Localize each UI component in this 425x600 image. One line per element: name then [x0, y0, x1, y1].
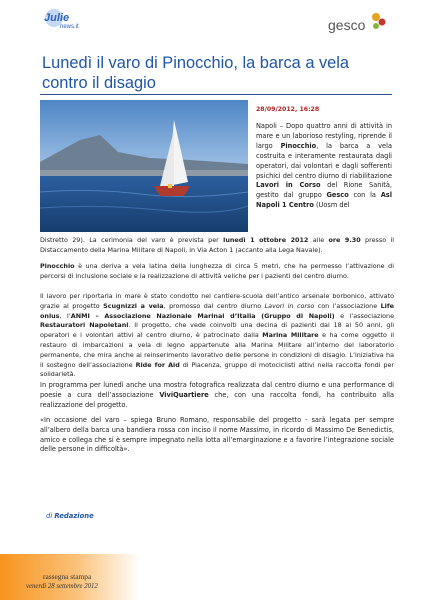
title-divider — [40, 94, 392, 95]
text-run: e l’associazione — [334, 311, 395, 320]
emphasis-lavori-in-corso: Lavori in corso — [264, 301, 315, 310]
text-run: Distretto 29). La cerimonia del varo è prevista per — [40, 236, 224, 244]
text-run: , l’ — [59, 311, 71, 320]
emphasis-ride-for-aid: Ride for Aid — [135, 360, 180, 369]
text-run: è una deriva a vela latina della lunghezza di circa 5 metri, che ha permesso l’attivazione di percorsi di inclusione sociale e la realizzazione di attività veliche per i pazienti del centro diurno. — [40, 262, 394, 280]
article-dateline: 28/09/2012, 16:28 — [256, 106, 320, 113]
emphasis-marina-militare: Marina Militare — [262, 331, 319, 340]
text-run: del Rione Sanità, gestito dal gruppo — [256, 181, 392, 200]
article-author — [46, 512, 94, 520]
emphasis-scugnizzi: Scugnizzi a vela — [103, 301, 164, 310]
text-run: e ha come oggetto il restauro di imbarcazioni a vela di legno appartenute alla Marina Militare all’interno del laboratorio permanente, che mira anche al reinserimento lavorativo delle persone in condizioni di disagio. L’iniziativa ha il sostegno dell’associazione — [40, 331, 394, 369]
paragraph-description — [40, 262, 394, 282]
text-run: «In occasione del varo – spiega Bruno Romano, responsabile del progetto - sarà legata per sempre all’albero della barca una bandiera rossa con inciso il nome — [40, 416, 394, 434]
text-run: In programma per lunedì anche una mostra fotografica realizzata dal centro diurno e una performance di poesie a cura dell’associazione — [40, 381, 394, 399]
text-run: . Il progetto, che vede coinvolti una decina di pazienti dai 18 ai 50 anni, gli operatori e i volontari attivi al centro diurno, è patrocinato dalla — [40, 321, 394, 340]
text-run: , la barca a vela costruita e interamente restaurata dagli operatori, dai volontari e dagli sofferenti psichici del centro diurno di riabilitazione — [256, 141, 392, 180]
emphasis-pinocchio: Pinocchio — [280, 141, 317, 150]
article-title: Lunedì il varo di Pinocchio, la barca a vela contro il disagio — [42, 54, 350, 92]
text-run: Il lavoro per riportarla in mare è stato condotto nel cantiere-scuola dell’antico arsenale borbonico, attivato grazie al progetto — [40, 292, 394, 310]
header — [0, 0, 425, 40]
text-run: Napoli – Dopo quattro anni di attività in mare e un laborioso restyling, riprende il largo — [256, 122, 392, 150]
text-run: alle — [308, 236, 329, 244]
svg-text:Julie: Julie — [44, 12, 70, 24]
text-run: con l’associazione — [314, 301, 381, 310]
paragraph-intro — [256, 122, 392, 211]
emphasis-life-onlus: Life onlus — [40, 301, 394, 320]
text-run: , in ricordo di Massimo De Benedictis, amico e collega che si è sempre impegnato nella lotta all’emarginazione e a favorire l’integrazione sociale delle persone in difficoltà». — [40, 425, 394, 454]
author-prefix: di — [46, 512, 55, 520]
text-run: che, con una raccolta fondi, ha contribuito alla realizzazione del progetto. — [40, 390, 395, 409]
emphasis-anmi: ANMI – Associazione Nazionale Marinai d’Italia (Gruppo di Napoli) — [70, 311, 335, 320]
julie-news-logo — [40, 8, 108, 30]
stamp-date: venerdì 28 settembre 2012 — [26, 583, 98, 590]
paragraph-exhibition — [40, 381, 394, 410]
text-run: presso il Distaccamento della Marina Militare di Napoli, in Via Acton 1 (accanto alla Lega Navale). — [40, 236, 395, 254]
emphasis-viviquartiere: ViviQuartiere — [159, 390, 209, 399]
emphasis-massimo: Massimo — [239, 425, 269, 434]
emphasis-lavori-in-corso: Lavori in Corso — [256, 181, 321, 190]
emphasis-asl: Asl Napoli 1 Centro — [256, 191, 392, 210]
emphasis-date: lunedì 1 ottobre 2012 — [223, 236, 309, 244]
author-name: Redazione — [54, 512, 94, 520]
text-run: con la — [348, 191, 381, 200]
emphasis-restauratori: Restauratori Napoletani — [40, 321, 129, 330]
emphasis-time: ore 9.30 — [328, 236, 361, 244]
svg-text:news.it: news.it — [60, 24, 79, 30]
paragraph-intro-continued — [40, 236, 394, 256]
emphasis-pinocchio: Pinocchio — [40, 262, 75, 270]
svg-text:gesco: gesco — [328, 17, 366, 33]
paragraph-quote — [40, 416, 394, 455]
text-run: (Uosm del — [313, 201, 350, 210]
gesco-logo — [328, 10, 386, 36]
stamp-label: rassegna stampa — [43, 572, 92, 581]
paragraph-project — [40, 292, 394, 380]
emphasis-gesco: Gesco — [326, 191, 349, 200]
text-run: di Piacenza, gruppo di motociclisti attivi nella raccolta fondi per solidarietà. — [40, 360, 394, 379]
text-run: , promosso dal centro diurno — [163, 301, 265, 310]
sailboat-photo — [40, 100, 248, 232]
